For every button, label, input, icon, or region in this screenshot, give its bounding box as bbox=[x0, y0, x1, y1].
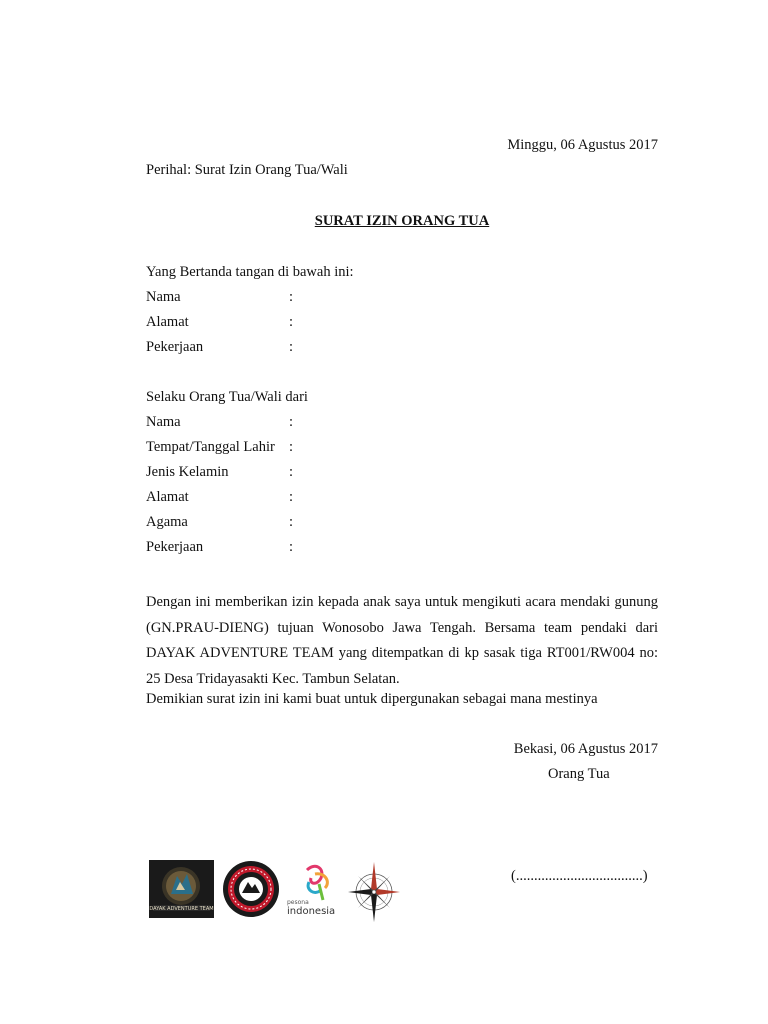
pesona-small-text: pesona bbox=[287, 899, 309, 906]
field-label: Alamat bbox=[146, 314, 189, 330]
field-label: Pekerjaan bbox=[146, 339, 204, 355]
field-colon: : bbox=[289, 489, 294, 505]
field-colon: : bbox=[289, 414, 294, 430]
pesona-indonesia-logo bbox=[285, 860, 341, 918]
club-badge-logo bbox=[222, 860, 280, 918]
compass-rose-icon bbox=[348, 860, 400, 922]
permission-paragraph: Dengan ini memberikan izin kepada anak saya untuk mengikuti acara mendaki gunung (GN.PRAU-DIENG) tujuan Wonosobo Jawa Tengah. Bersama team pendaki dari DAYAK ADVENTURE TEAM yang ditempatkan di kp sasak tiga RT001/RW004 no: 25 Desa Tridayasakti Kec. Tambun Selatan. bbox=[146, 594, 658, 687]
dayak-adventure-team-logo bbox=[149, 860, 214, 918]
field-colon: : bbox=[289, 539, 294, 555]
signature-role: Orang Tua bbox=[548, 766, 610, 782]
field-colon: : bbox=[289, 439, 294, 455]
field-label: Pekerjaan bbox=[146, 539, 204, 555]
field-colon: : bbox=[289, 514, 294, 530]
field-colon: : bbox=[289, 289, 294, 305]
field-colon: : bbox=[289, 314, 294, 330]
field-colon: : bbox=[289, 339, 294, 355]
field-label: Nama bbox=[146, 289, 181, 305]
subject-line: Perihal: Surat Izin Orang Tua/Wali bbox=[146, 162, 348, 178]
child-intro: Selaku Orang Tua/Wali dari bbox=[146, 389, 308, 405]
field-label: Agama bbox=[146, 514, 188, 530]
pesona-big-text: indonesia bbox=[287, 906, 336, 917]
field-label: Tempat/Tanggal Lahir bbox=[146, 439, 275, 455]
signature-place-date: Bekasi, 06 Agustus 2017 bbox=[513, 741, 658, 757]
field-label: Alamat bbox=[146, 489, 189, 505]
letter-date: Minggu, 06 Agustus 2017 bbox=[507, 137, 658, 153]
parent-intro: Yang Bertanda tangan di bawah ini: bbox=[146, 264, 354, 280]
signature-line: (...................................) bbox=[511, 868, 648, 884]
field-label: Nama bbox=[146, 414, 181, 430]
letter-title: SURAT IZIN ORANG TUA bbox=[314, 213, 490, 229]
field-colon: : bbox=[289, 464, 294, 480]
dayak-logo-text: DAYAK ADVENTURE TEAM bbox=[149, 906, 214, 912]
closing-sentence: Demikian surat izin ini kami buat untuk dipergunakan sebagai mana mestinya bbox=[146, 691, 598, 707]
field-label: Jenis Kelamin bbox=[146, 464, 229, 480]
